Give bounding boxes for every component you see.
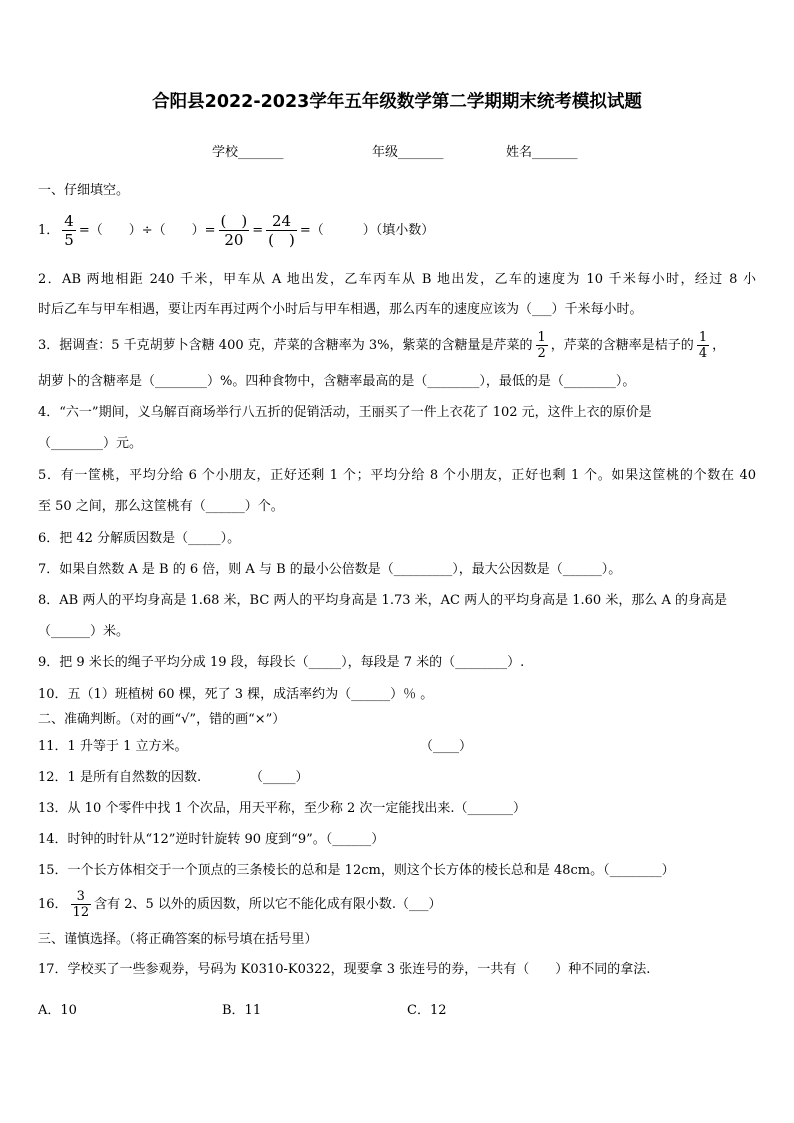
question-1-text-c: =（ ）（填小数） xyxy=(299,223,435,238)
question-11-text: 11．1 升等于 1 立方米。 xyxy=(38,739,188,754)
question-3-text-c: ， xyxy=(712,338,726,353)
question-8-line-1: 8．AB 两人的平均身高是 1.68 米，BC 两人的平均身高是 1.73 米，AC 两人的平均身高是 1.60 米，那么 A 的身高是 xyxy=(38,593,727,608)
question-12-blank: （_____） xyxy=(250,770,309,785)
fraction-numerator: 1 xyxy=(537,330,546,345)
fraction-1-2 xyxy=(536,330,548,361)
section-3-heading: 三、谨慎选择。（将正确答案的标号填在括号里） xyxy=(38,932,318,947)
section-2-heading: 二、准确判断。（对的画“√”，错的画“×”） xyxy=(38,712,286,727)
fraction-denominator: ( ) xyxy=(268,231,295,249)
option-b: B．11 xyxy=(222,1003,262,1018)
question-7: 7．如果自然数 A 是 B 的 6 倍，则 A 与 B 的最小公倍数是（_________），最大公因数是（______）。 xyxy=(38,562,622,577)
fraction-4-5 xyxy=(62,212,76,249)
fraction-24-blank xyxy=(266,212,297,249)
question-3-text-b: ，芹菜的含糖率是桔子的 xyxy=(550,338,694,353)
option-c: C．12 xyxy=(407,1003,447,1018)
question-17: 17．学校买了一些参观券，号码为 K0310-K0322，现要拿 3 张连号的券，一共有（ ）种不同的拿法. xyxy=(38,962,651,977)
fraction-numerator: ( ) xyxy=(220,212,248,230)
fraction-3-12 xyxy=(71,889,92,920)
question-3-text-a: 3．据调查：5 千克胡萝卜含糖 400 克，芹菜的含糖率为 3%，紫菜的含糖量是芹菜的 xyxy=(38,338,533,353)
page-title: 合阳县2022-2023学年五年级数学第二学期期末统考模拟试题 xyxy=(152,92,642,112)
question-11 xyxy=(38,739,756,755)
question-5-line-2: 至 50 之间，那么这筐桃有（______）个。 xyxy=(38,499,284,514)
name-field: 姓名_______ xyxy=(506,145,578,160)
section-1-heading: 一、仔细填空。 xyxy=(38,183,130,198)
school-field: 学校_______ xyxy=(212,145,284,160)
question-3-line-1 xyxy=(38,328,756,364)
question-14: 14．时钟的时针从“12”逆时针旋转 90 度到“9”。（______） xyxy=(38,832,385,847)
question-13: 13．从 10 个零件中找 1 个次品，用天平称，至少称 2 次一定能找出来.（_______） xyxy=(38,801,527,816)
question-2-line-2: 时后乙车与甲车相遇，要让丙车再过两个小时后与甲车相遇，那么丙车的速度应该为（___）千米每小时。 xyxy=(38,302,643,317)
question-16-text: 含有 2、5 以外的质因数，所以它不能化成有限小数.（___） xyxy=(94,897,442,912)
question-1 xyxy=(38,212,756,250)
question-10: 10．五（1）班植树 60 棵，死了 3 棵，成活率约为（______）％ 。 xyxy=(38,687,434,702)
question-8-line-2: （______）米。 xyxy=(38,624,130,639)
question-16 xyxy=(38,885,756,925)
question-16-number: 16． xyxy=(38,897,68,912)
question-1-text-a: =（ ）÷（ ）= xyxy=(78,223,216,238)
grade-field: 年级_______ xyxy=(372,145,444,160)
question-4-line-1: 4．“六一”期间，义乌解百商场举行八五折的促销活动，王丽买了一件上衣花了 102 元，这件上衣的原价是 xyxy=(38,405,652,420)
fraction-denominator: 5 xyxy=(64,231,74,249)
fraction-numerator: 24 xyxy=(266,212,297,231)
question-12-text: 12．1 是所有自然数的因数. xyxy=(38,770,202,785)
question-5-line-1: 5．有一筐桃，平均分给 6 个小朋友，正好还剩 1 个；平均分给 8 个小朋友，正好也剩 1 个。如果这筐桃的个数在 40 xyxy=(38,468,756,483)
fraction-1-4 xyxy=(697,330,709,361)
fraction-numerator: 1 xyxy=(698,330,708,345)
fraction-denominator: 20 xyxy=(224,231,244,249)
question-2-line-1: 2．AB 两地相距 240 千米，甲车从 A 地出发，乙车丙车从 B 地出发，乙车的速度为 10 千米每小时，经过 8 小 xyxy=(38,272,756,287)
fraction-numerator: 3 xyxy=(71,889,92,905)
question-9: 9．把 9 米长的绳子平均分成 19 段，每段长（_____），每段是 7 米的（________）. xyxy=(38,655,525,670)
question-1-number: 1． xyxy=(38,223,60,238)
question-1-text-b: = xyxy=(252,223,264,238)
question-3-line-2: 胡萝卜的含糖率是（________）%。四种食物中，含糖率最高的是（________），最低的是（________）。 xyxy=(38,374,636,389)
fraction-denominator: 2 xyxy=(537,346,546,361)
question-4-line-2: （________）元。 xyxy=(38,436,143,451)
option-a: A．10 xyxy=(38,1003,77,1018)
question-15: 15．一个长方体相交于一个顶点的三条棱长的总和是 12cm，则这个长方体的棱长总和是 48cm。（________） xyxy=(38,863,675,878)
question-12 xyxy=(38,770,756,786)
question-11-blank: （____） xyxy=(420,739,473,754)
fraction-blank-20 xyxy=(219,212,250,249)
question-6: 6．把 42 分解质因数是（_____）。 xyxy=(38,531,241,546)
fraction-denominator: 12 xyxy=(72,905,90,920)
fraction-numerator: 4 xyxy=(64,212,74,230)
fraction-denominator: 4 xyxy=(698,346,708,361)
